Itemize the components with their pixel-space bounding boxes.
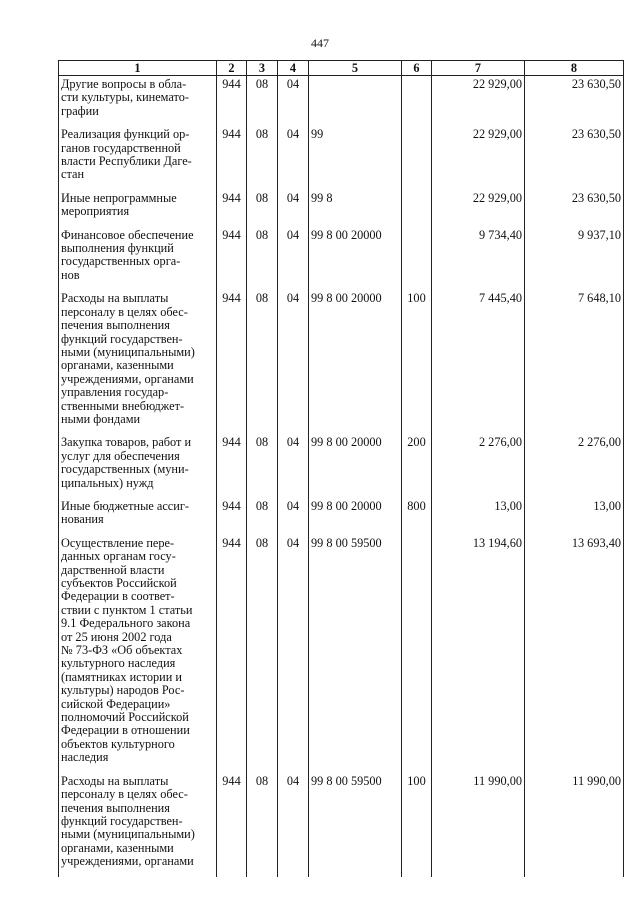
- row-subsection-cell: 04: [278, 290, 309, 434]
- column-header: 2: [217, 61, 247, 76]
- row-amount-col8-cell: 2 276,00: [525, 434, 624, 498]
- row-target-article-cell: 99 8 00 59500: [309, 773, 402, 877]
- row-target-article-cell: [309, 76, 402, 127]
- row-target-article-cell: 99 8 00 20000: [309, 498, 402, 535]
- row-subsection-cell: 04: [278, 126, 309, 190]
- row-name-cell: Расходы на выплаты персоналу в целях обес- печения выполнения функций государствен- ными (муниципальными) органами, казенными учреждениями, органами: [59, 773, 217, 877]
- row-expense-type-cell: [402, 126, 432, 190]
- row-admin-code-cell: 944: [217, 498, 247, 535]
- row-name-cell: Иные непрограммные мероприятия: [59, 190, 217, 227]
- row-amount-col8-cell: 23 630,50: [525, 76, 624, 127]
- row-amount-col7-cell: 22 929,00: [432, 76, 525, 127]
- row-section-cell: 08: [247, 190, 278, 227]
- row-name-cell: Осуществление пере- данных органам госу- дарственной власти субъектов Российской Федерации в соответ- ствии с пунктом 1 статьи 9.1 Федерального закона от 25 июня 2002 года № 73-ФЗ «Об объектах культурного наследия (памятниках истории и культуры) народов Рос- сийской Федерации» полномочий Российской Федерации в отношении объектов культурного наследия: [59, 535, 217, 773]
- row-name-cell: Закупка товаров, работ и услуг для обеспечения государственных (муни- ципальных) нужд: [59, 434, 217, 498]
- row-section-cell: 08: [247, 227, 278, 291]
- row-admin-code-cell: 944: [217, 126, 247, 190]
- row-amount-col7-cell: 7 445,40: [432, 290, 525, 434]
- row-section-cell: 08: [247, 773, 278, 877]
- row-subsection-cell: 04: [278, 434, 309, 498]
- row-amount-col8-cell: 13 693,40: [525, 535, 624, 773]
- row-name-cell: Реализация функций ор- ганов государственной власти Республики Даге- стан: [59, 126, 217, 190]
- table-row: [59, 76, 624, 127]
- row-subsection-cell: 04: [278, 227, 309, 291]
- row-expense-type-cell: 800: [402, 498, 432, 535]
- row-section-cell: 08: [247, 76, 278, 127]
- column-header: 5: [309, 61, 402, 76]
- row-admin-code-cell: 944: [217, 773, 247, 877]
- table-row: [59, 434, 624, 498]
- row-amount-col8-cell: 23 630,50: [525, 126, 624, 190]
- column-header: 6: [402, 61, 432, 76]
- row-expense-type-cell: [402, 227, 432, 291]
- row-target-article-cell: 99 8 00 59500: [309, 535, 402, 773]
- table-row: [59, 773, 624, 877]
- row-target-article-cell: 99 8 00 20000: [309, 290, 402, 434]
- row-name-cell: Иные бюджетные ассиг- нования: [59, 498, 217, 535]
- row-target-article-cell: 99 8: [309, 190, 402, 227]
- table-row: [59, 190, 624, 227]
- row-expense-type-cell: 100: [402, 773, 432, 877]
- row-admin-code-cell: 944: [217, 290, 247, 434]
- row-subsection-cell: 04: [278, 76, 309, 127]
- row-amount-col8-cell: 11 990,00: [525, 773, 624, 877]
- row-expense-type-cell: 100: [402, 290, 432, 434]
- row-section-cell: 08: [247, 434, 278, 498]
- row-admin-code-cell: 944: [217, 190, 247, 227]
- column-header: 4: [278, 61, 309, 76]
- page-number: 447: [311, 36, 329, 50]
- table-row: [59, 126, 624, 190]
- row-amount-col7-cell: 9 734,40: [432, 227, 525, 291]
- row-subsection-cell: 04: [278, 190, 309, 227]
- row-section-cell: 08: [247, 498, 278, 535]
- column-header: 7: [432, 61, 525, 76]
- row-amount-col8-cell: 9 937,10: [525, 227, 624, 291]
- table-row: [59, 290, 624, 434]
- row-expense-type-cell: [402, 76, 432, 127]
- table-header-row: [59, 61, 624, 76]
- budget-table: [58, 60, 624, 877]
- row-name-cell: Другие вопросы в обла- сти культуры, кинемато- графии: [59, 76, 217, 127]
- row-amount-col8-cell: 23 630,50: [525, 190, 624, 227]
- row-subsection-cell: 04: [278, 535, 309, 773]
- row-subsection-cell: 04: [278, 498, 309, 535]
- row-section-cell: 08: [247, 290, 278, 434]
- row-target-article-cell: 99: [309, 126, 402, 190]
- row-name-cell: Финансовое обеспечение выполнения функций государственных орга- нов: [59, 227, 217, 291]
- row-amount-col7-cell: 22 929,00: [432, 126, 525, 190]
- column-header: 1: [59, 61, 217, 76]
- row-amount-col8-cell: 7 648,10: [525, 290, 624, 434]
- table-row: [59, 535, 624, 773]
- row-target-article-cell: 99 8 00 20000: [309, 227, 402, 291]
- row-subsection-cell: 04: [278, 773, 309, 877]
- row-expense-type-cell: [402, 190, 432, 227]
- row-amount-col7-cell: 2 276,00: [432, 434, 525, 498]
- row-amount-col7-cell: 13 194,60: [432, 535, 525, 773]
- row-expense-type-cell: [402, 535, 432, 773]
- row-admin-code-cell: 944: [217, 434, 247, 498]
- row-expense-type-cell: 200: [402, 434, 432, 498]
- table-row: [59, 498, 624, 535]
- row-amount-col7-cell: 13,00: [432, 498, 525, 535]
- column-header: 3: [247, 61, 278, 76]
- row-admin-code-cell: 944: [217, 535, 247, 773]
- row-section-cell: 08: [247, 126, 278, 190]
- row-name-cell: Расходы на выплаты персоналу в целях обес- печения выполнения функций государствен- ными (муниципальными) органами, казенными учреждениями, органами управления государ- ственными внебюджет- ными фондами: [59, 290, 217, 434]
- row-admin-code-cell: 944: [217, 76, 247, 127]
- row-target-article-cell: 99 8 00 20000: [309, 434, 402, 498]
- row-amount-col7-cell: 11 990,00: [432, 773, 525, 877]
- row-admin-code-cell: 944: [217, 227, 247, 291]
- row-section-cell: 08: [247, 535, 278, 773]
- row-amount-col7-cell: 22 929,00: [432, 190, 525, 227]
- row-amount-col8-cell: 13,00: [525, 498, 624, 535]
- column-header: 8: [525, 61, 624, 76]
- table-row: [59, 227, 624, 291]
